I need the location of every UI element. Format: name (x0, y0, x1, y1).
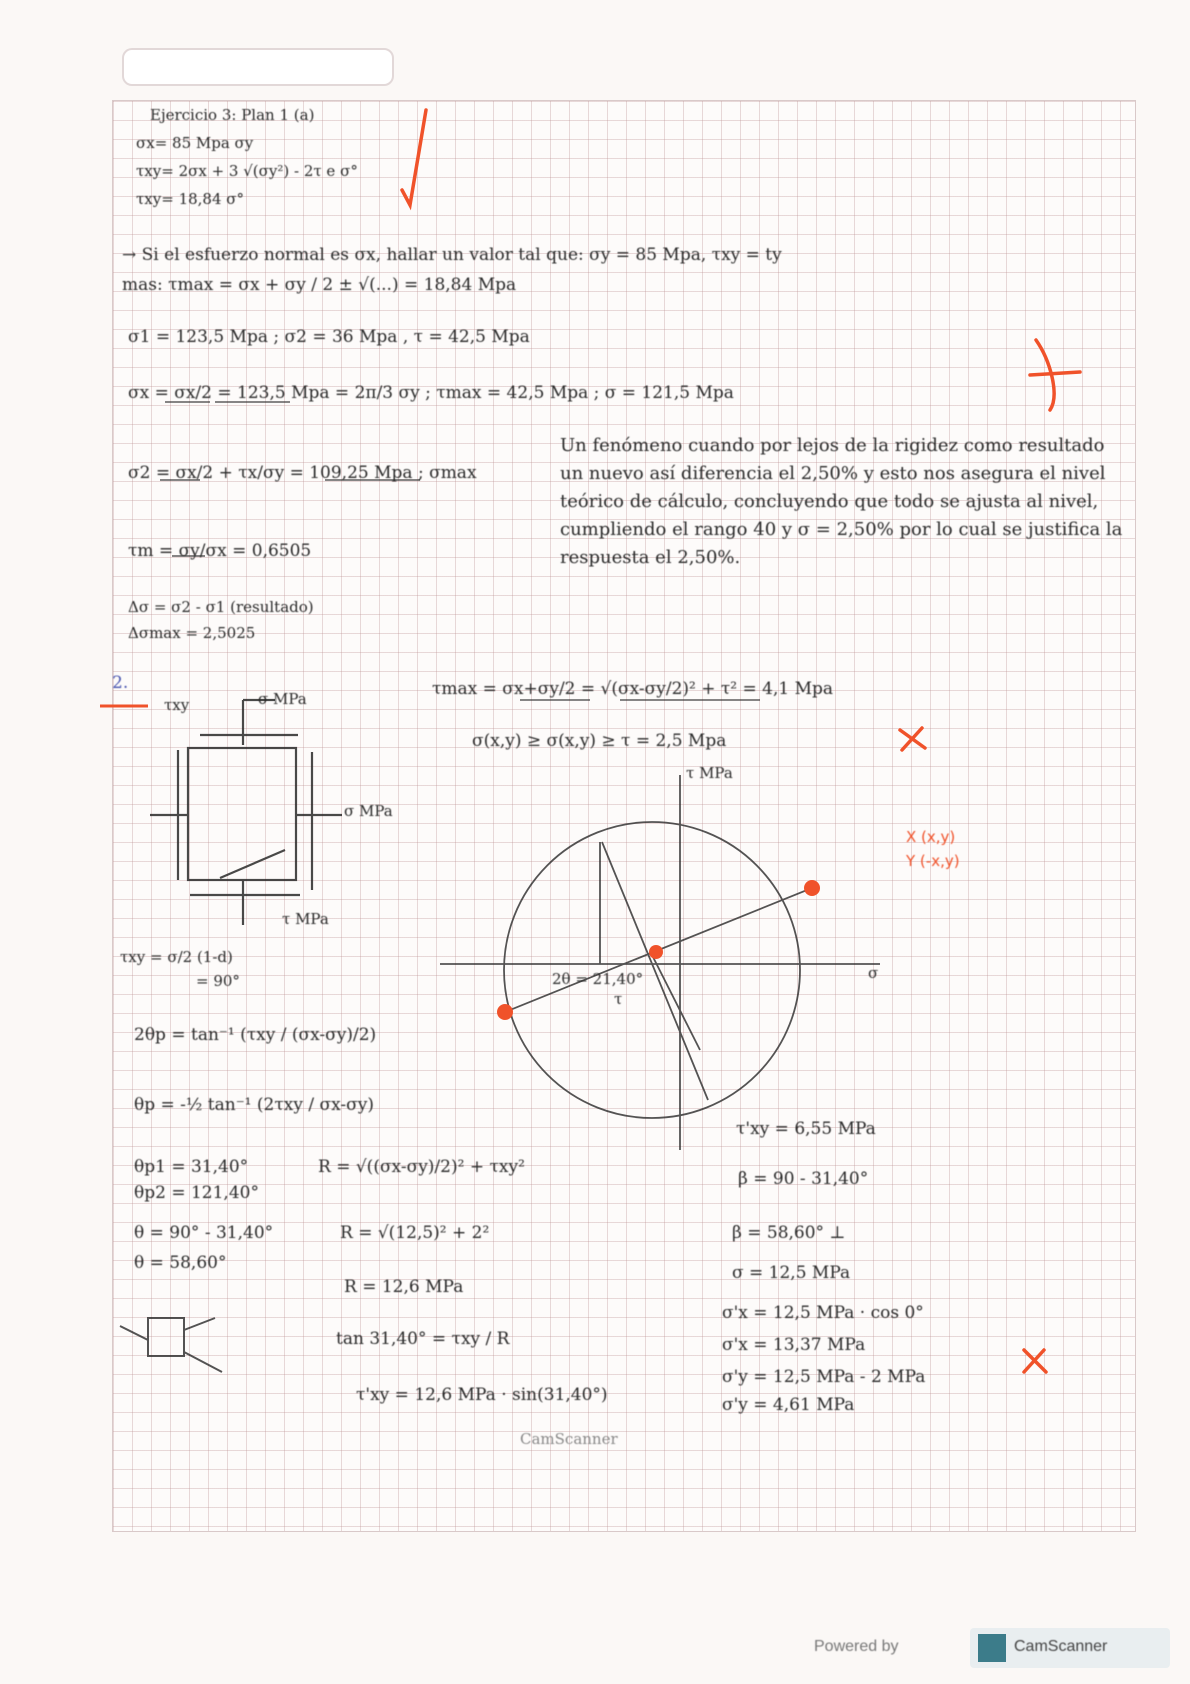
red-point-y (804, 880, 820, 896)
red-point-center (649, 945, 663, 959)
result-2: β = 90 - 31,40° (738, 1169, 869, 1189)
powered-by-text: Powered by (814, 1638, 899, 1655)
formula-2: σ(x,y) ≥ σ(x,y) ≥ τ = 2,5 Mpa (472, 731, 727, 751)
diag-line (220, 850, 285, 878)
formula-13: τ'xy = 12,6 MPa · sin(31,40°) (356, 1385, 608, 1405)
camscanner-label: CamScanner (1014, 1638, 1108, 1655)
top-line-1: Ejercicio 3: Plan 1 (a) (150, 106, 315, 124)
page-footer-mark: CamScanner (520, 1430, 618, 1448)
line-6: τm = σy/σx = 0,6505 (128, 541, 312, 561)
formula-6: θp2 = 121,40° (134, 1183, 259, 1203)
conclusion-paragraph: Un fenómeno cuando por lejos de la rigidez como resultado un nuevo así diferencia el 2,50% y esto nos asegura el nivel teórico de cálculo, concluyendo que todo se ajusta al nivel, cumpliendo el rango 40 y σ = 2,50% por lo cual se justifica la respuesta el 2,50%. (560, 435, 1123, 568)
mohr-point-label: τ (614, 990, 623, 1008)
line-2: mas: τmax = σx + σy / 2 ± √(...) = 18,84 Mpa (122, 275, 517, 295)
top-line-2: σx= 85 Mpa σy (136, 134, 254, 152)
formula-4: θp = -½ tan⁻¹ (2τxy / σx-σy) (134, 1095, 374, 1115)
check-mark-top (402, 110, 426, 205)
mohr-center-label: 2θ = 21,40° (552, 970, 644, 988)
result-6: σ'x = 13,37 MPa (722, 1335, 866, 1355)
line-7: Δσ = σ2 - σ1 (resultado) (128, 598, 314, 616)
result-4: σ = 12,5 MPa (732, 1263, 851, 1283)
line-5: σ2 = σx/2 + τx/σy = 109,25 Mpa ; σmax (128, 463, 477, 483)
section-number: 2. (112, 673, 129, 693)
stress-element (150, 700, 342, 925)
mohr-axis-sigma: σ (868, 964, 879, 982)
label-top-right: σ MPa (258, 690, 307, 708)
radius-line (652, 955, 700, 1050)
element-square (188, 748, 296, 880)
label-bottom: τ MPa (282, 910, 329, 928)
mohr-circle (504, 822, 800, 1118)
correction-marks (402, 110, 1080, 1372)
camscanner-badge[interactable] (970, 1628, 1170, 1668)
label-top: τxy (164, 696, 190, 714)
result-7: σ'y = 12,5 MPa - 2 MPa (722, 1367, 926, 1387)
formula-7: R = √((σx-σy)/2)² + τxy² (318, 1157, 525, 1177)
angle-note-a: τxy = σ/2 (1-d) (120, 948, 233, 966)
camscanner-logo-icon (978, 1634, 1006, 1662)
top-line-4: τxy= 18,84 σ° (136, 190, 245, 208)
mohr-axis-tau: τ MPa (686, 764, 733, 782)
line-4: σx = σx/2 = 123,5 Mpa = 2π/3 σy ; τmax = 42,5 Mpa ; σ = 121,5 Mpa (128, 383, 734, 403)
formula-10: R = √(12,5)² + 2² (340, 1223, 490, 1243)
result-1: τ'xy = 6,55 MPa (736, 1119, 876, 1139)
line-8: Δσmax = 2,5025 (128, 624, 256, 642)
formula-11: R = 12,6 MPa (344, 1277, 464, 1297)
formula-12: tan 31,40° = τxy / R (336, 1329, 510, 1349)
angle-note-b: = 90° (196, 972, 240, 990)
diameter-2 (602, 842, 708, 1100)
line-1: → Si el esfuerzo normal es σx, hallar un valor tal que: σy = 85 Mpa, τxy = ty (122, 245, 782, 265)
formula-3: 2θp = tan⁻¹ (τxy / (σx-σy)/2) (134, 1025, 377, 1045)
small-square (148, 1318, 184, 1356)
mohr-circle-diagram (440, 775, 880, 1150)
top-line-3: τxy= 2σx + 3 √(σy²) - 2τ e σ° (136, 162, 358, 180)
result-5: σ'x = 12,5 MPa · cos 0° (722, 1303, 924, 1323)
mohr-note-red-2: Y (-x,y) (906, 852, 960, 870)
cross-mark-1 (900, 728, 925, 750)
red-point-x (497, 1004, 513, 1020)
mohr-red-points (497, 880, 820, 1020)
cross-mark-2 (1024, 1350, 1046, 1372)
formula-5: θp1 = 31,40° (134, 1157, 249, 1177)
line-3: σ1 = 123,5 Mpa ; σ2 = 36 Mpa , τ = 42,5 Mpa (128, 327, 530, 347)
result-3: β = 58,60° ⊥ (732, 1223, 846, 1243)
formula-8: θ = 90° - 31,40° (134, 1223, 274, 1243)
label-right: σ MPa (344, 802, 393, 820)
check-mark-right (1030, 340, 1080, 410)
formula-9: θ = 58,60° (134, 1253, 227, 1273)
rotated-element-sketch (120, 1318, 222, 1372)
mohr-note-red-1: X (x,y) (906, 828, 956, 846)
formula-1: τmax = σx+σy/2 = √(σx-σy/2)² + τ² = 4,1 Mpa (432, 679, 834, 699)
result-8: σ'y = 4,61 MPa (722, 1395, 855, 1415)
